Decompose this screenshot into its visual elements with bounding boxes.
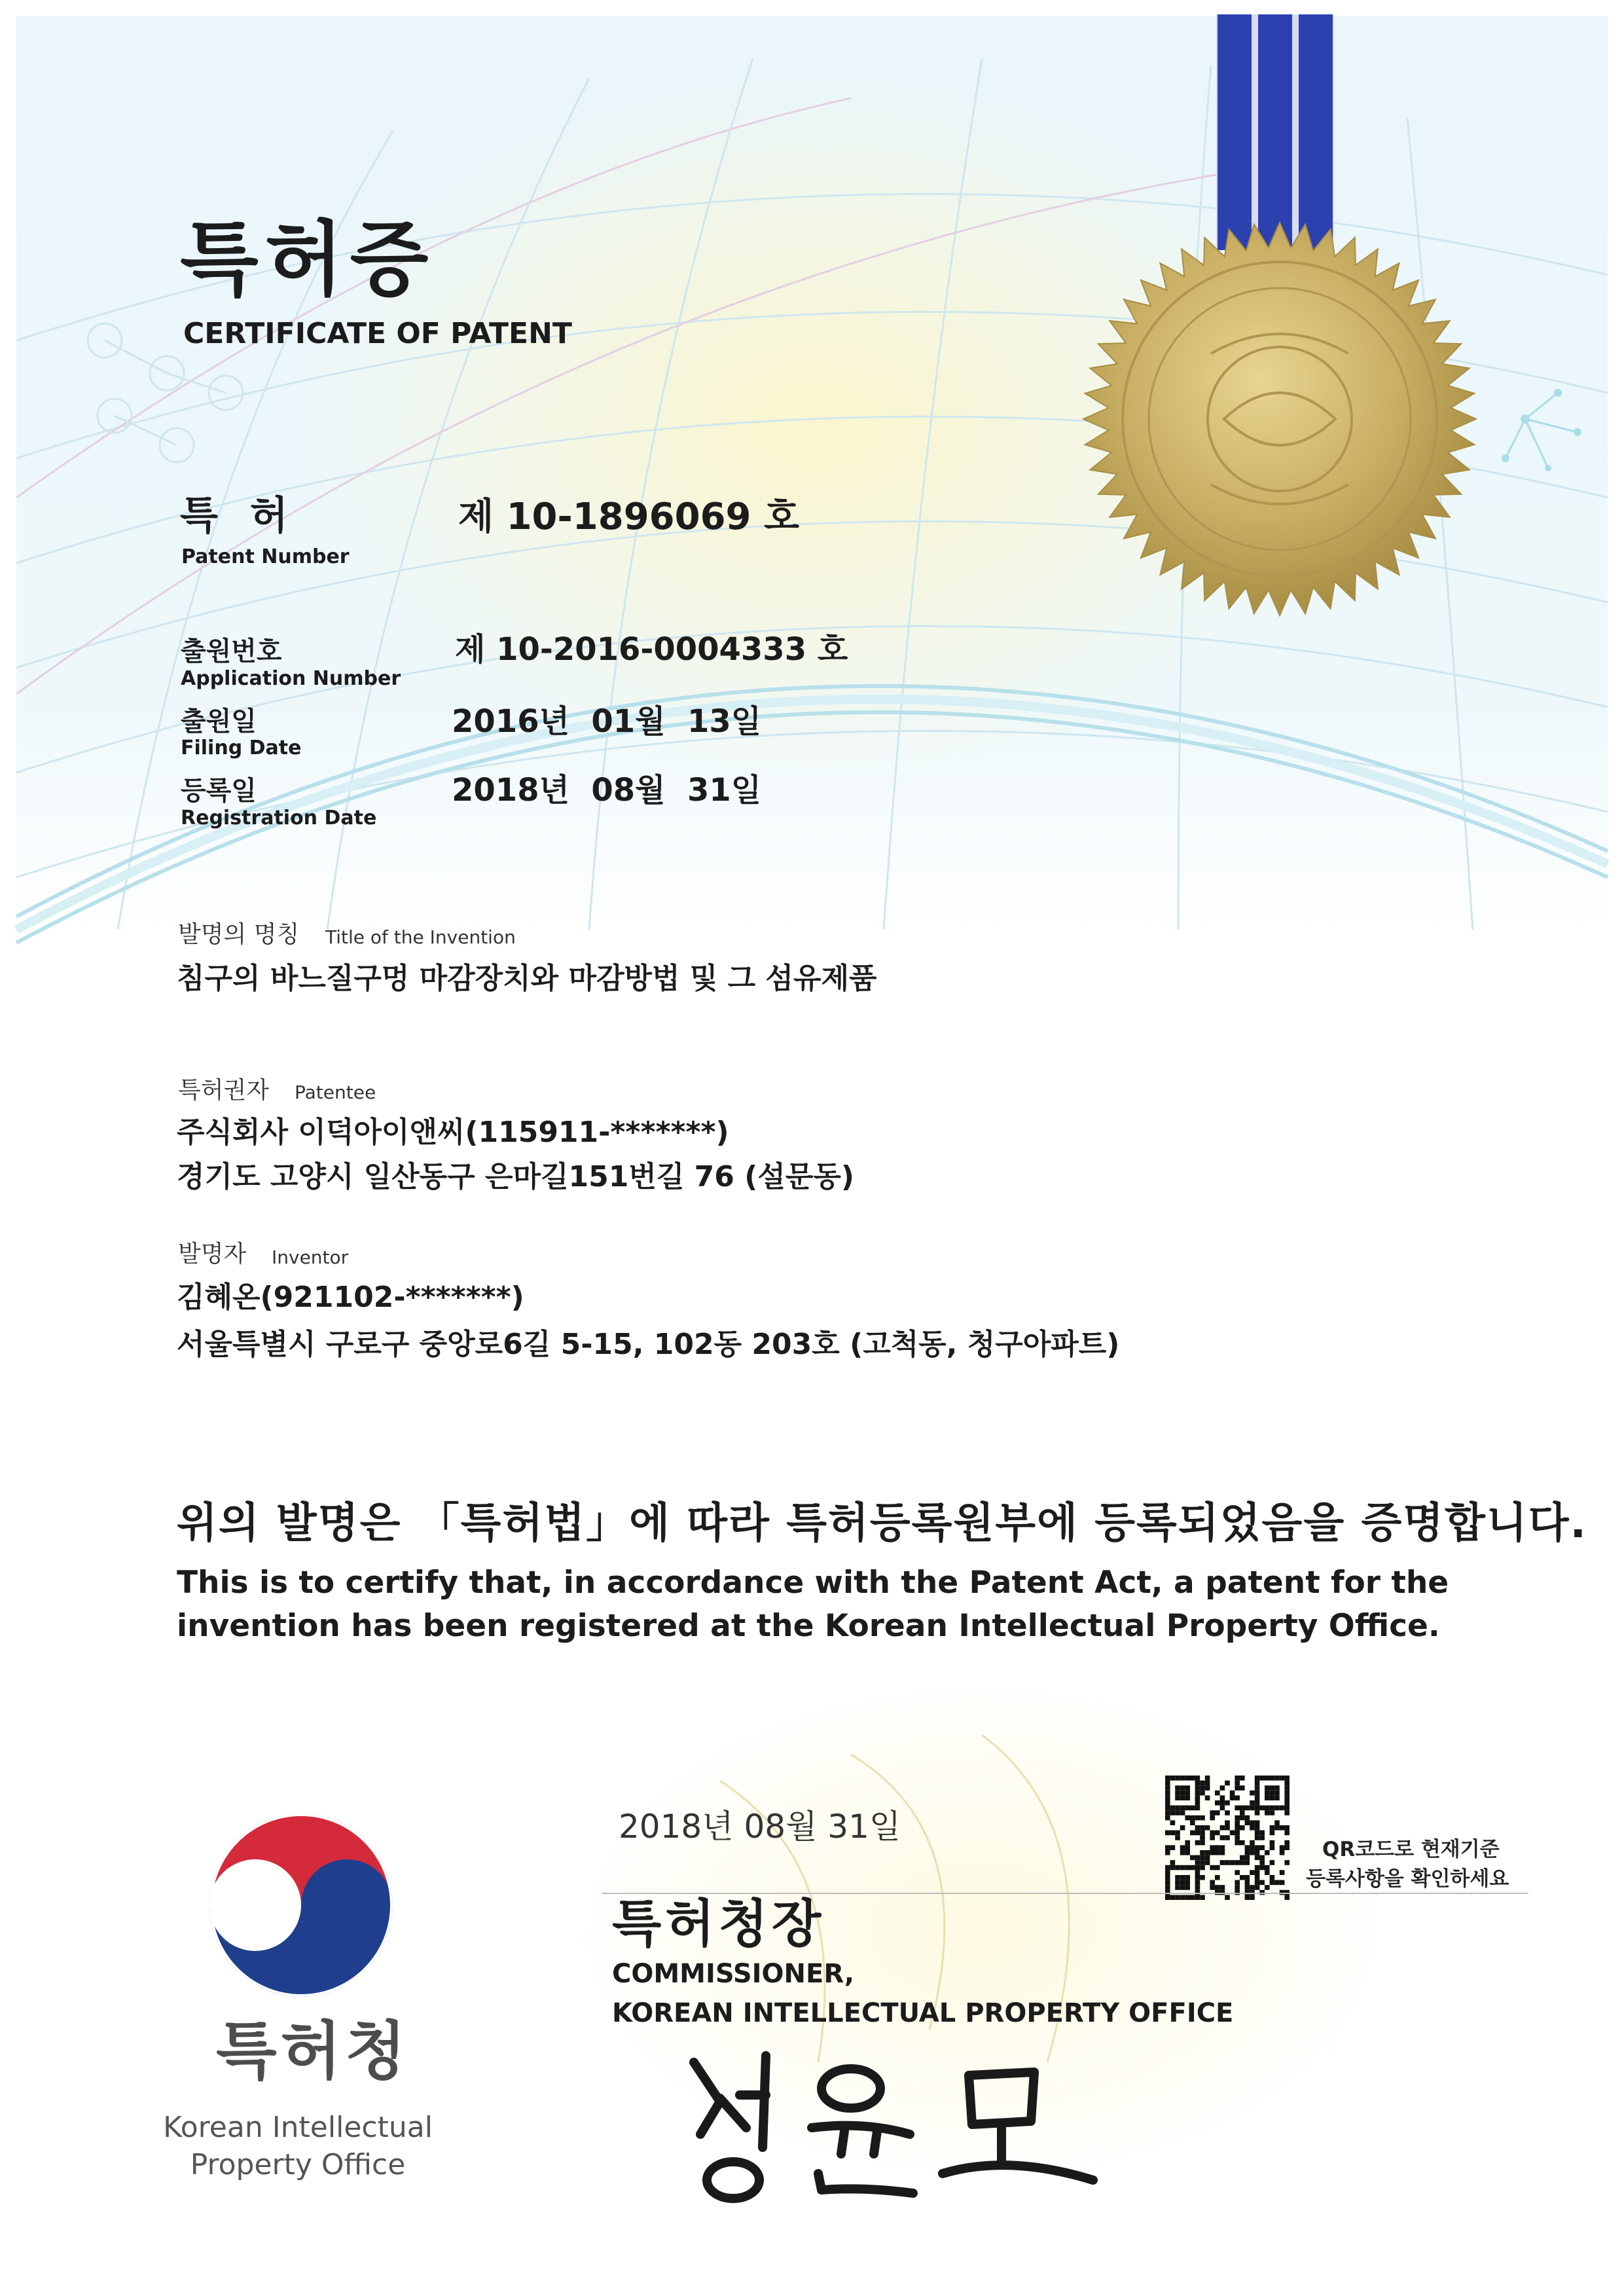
application-number-value: 제 10-2016-0004333 호	[455, 631, 848, 668]
issue-date: 2018년 08월 31일	[619, 1808, 901, 1846]
invention-title-label-en: Title of the Invention	[325, 926, 516, 948]
inventor-address: 서울특별시 구로구 중앙로6길 5-15, 102동 203호 (고척동, 청구아파트)	[177, 1328, 1120, 1361]
invention-title-value: 침구의 바느질구멍 마감장치와 마감방법 및 그 섬유제품	[177, 962, 877, 995]
invention-title-label: 발명의 명칭	[178, 921, 300, 948]
registration-date-label: 등록일	[181, 776, 257, 806]
patentee-address: 경기도 고양시 일산동구 은마길151번길 76 (설문동)	[177, 1160, 854, 1194]
kipo-name-ko: 특허청	[216, 2014, 410, 2088]
certificate-title: 특허증	[180, 213, 435, 307]
certificate-subtitle: CERTIFICATE OF PATENT	[183, 317, 572, 350]
qr-note-line1: QR코드로 현재기준	[1322, 1838, 1500, 1861]
inventor-label: 발명자	[178, 1241, 247, 1267]
patent-number-label-en: Patent Number	[181, 545, 350, 568]
application-number-label-en: Application Number	[181, 667, 401, 690]
kipo-name-en-line2: Property Office	[190, 2148, 406, 2181]
certification-statement-en: This is to certify that, in accordance with the Patent Act, a patent for the invention has been registered at the Korean Intellectual Property Office.	[177, 1565, 1449, 1644]
registration-date-value: 2018년 08월 31일	[452, 772, 762, 809]
patent-number-value: 제 10-1896069 호	[458, 496, 800, 538]
patentee-label: 특허권자	[178, 1077, 270, 1104]
application-number-label: 출원번호	[181, 636, 282, 666]
inventor-label-en: Inventor	[272, 1247, 349, 1268]
patentee-name: 주식회사 이덕아이앤씨(115911-*******)	[177, 1116, 729, 1149]
patent-number-label: 특 허	[180, 493, 297, 539]
kipo-name-en-line1: Korean Intellectual	[163, 2111, 433, 2144]
inventor-name: 김혜온(921102-*******)	[177, 1281, 524, 1314]
qr-note-line2: 등록사항을 확인하세요	[1306, 1867, 1509, 1891]
filing-date-label-en: Filing Date	[181, 737, 302, 759]
certification-statement-ko: 위의 발명은 「특허법」에 따라 특허등록원부에 등록되었음을 증명합니다.	[177, 1499, 1587, 1548]
commissioner-title-en-line1: COMMISSIONER,	[612, 1959, 855, 1989]
commissioner-title-en-line2: KOREAN INTELLECTUAL PROPERTY OFFICE	[612, 1998, 1234, 2028]
registration-date-label-en: Registration Date	[181, 807, 377, 829]
filing-date-label: 출원일	[181, 706, 257, 737]
commissioner-title: 특허청장	[612, 1895, 825, 1954]
filing-date-value: 2016년 01월 13일	[452, 703, 762, 740]
patentee-label-en: Patentee	[295, 1082, 376, 1103]
